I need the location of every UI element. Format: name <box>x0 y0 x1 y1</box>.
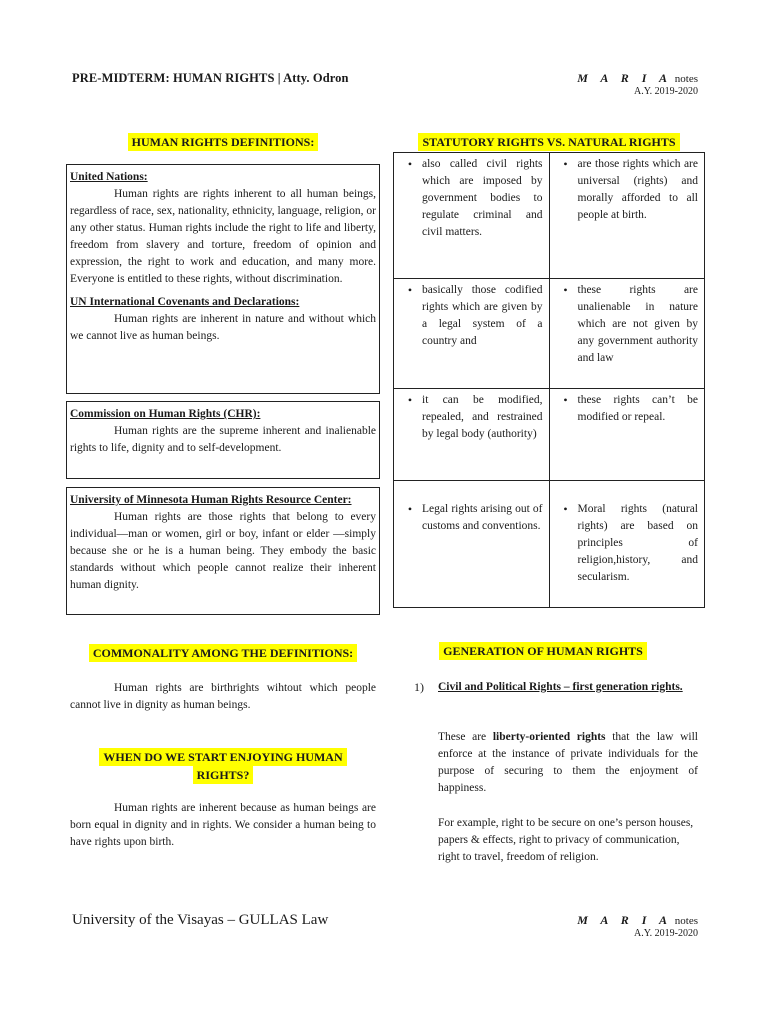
statutory-text: basically those codified rights which are given by a legal system of a country and <box>422 284 543 347</box>
when-body: Human rights are inherent because as human beings are born equal in dignity and in rights. We consider a human being to have rights upon birth. <box>70 802 376 848</box>
covenants-body: Human rights are inherent in nature and without which we cannot live as human beings. <box>70 313 376 342</box>
comparison-heading-wrap <box>393 135 705 150</box>
commonality-body: Human rights are birthrights wihtout which people cannot live in dignity as human beings. <box>70 682 376 711</box>
generation-paragraph-1 <box>438 729 698 797</box>
generation-heading: GENERATION OF HUMAN RIGHTS <box>439 642 647 660</box>
academic-year: A.Y. 2019-2020 <box>634 86 698 97</box>
comparison-heading: STATUTORY RIGHTS VS. NATURAL RIGHTS <box>418 133 679 151</box>
when-heading-wrap <box>66 748 380 784</box>
definitions-heading-wrap <box>68 135 378 150</box>
commonality-heading-wrap <box>66 646 380 661</box>
brand-name: M A R I A <box>577 71 673 85</box>
natural-cell <box>549 153 705 279</box>
bullet-icon: • <box>563 502 568 516</box>
generation-heading-wrap <box>393 644 693 659</box>
un-definition-box <box>66 164 380 394</box>
table-row <box>394 481 705 608</box>
commonality-heading: COMMONALITY AMONG THE DEFINITIONS: <box>89 644 357 662</box>
chr-body: Human rights are the supreme inherent and inalienable rights to life, dignity and to self-development. <box>70 425 376 454</box>
brand-block-top <box>577 71 698 97</box>
when-heading-line1: WHEN DO WE START ENJOYING HUMAN <box>99 748 346 766</box>
brand-block-bottom <box>577 913 698 939</box>
natural-text: these rights are unalienable in nature which are not given by any government authority and law <box>577 284 698 364</box>
statutory-text: Legal rights arising out of customs and conventions. <box>422 503 543 532</box>
generation-p1-post: that the law will enforce at the instance of private individuals for the purpose of securing to them the enjoyment of happiness. <box>438 731 698 794</box>
un-body: Human rights are rights inherent to all human beings, regardless of race, sex, nationality, ethnicity, language, religion, or any other status. Human rights include the right to life and liberty, freedom from slavery and torture, freedom of opinion and expression, the right to work and education, and many more. Everyone is entitled to these rights, without discrimination. <box>70 188 376 285</box>
academic-year: A.Y. 2019-2020 <box>634 928 698 939</box>
bullet-icon: • <box>563 393 568 407</box>
definitions-heading: HUMAN RIGHTS DEFINITIONS: <box>128 133 319 151</box>
natural-cell <box>549 389 705 481</box>
bullet-icon: • <box>407 283 413 297</box>
generation-p1-bold: liberty-oriented rights <box>492 731 606 743</box>
bullet-icon: • <box>407 157 413 171</box>
natural-cell <box>549 279 705 389</box>
chr-definition-box <box>66 401 380 479</box>
bullet-icon: • <box>407 393 413 407</box>
brand-suffix: notes <box>674 73 698 85</box>
un-title: United Nations: <box>70 171 148 183</box>
umn-title: University of Minnesota Human Rights Resource Center: <box>70 494 352 506</box>
statutory-cell <box>394 153 550 279</box>
when-heading-line2: RIGHTS? <box>193 766 254 784</box>
comparison-table <box>393 152 705 608</box>
generation-paragraph-2: For example, right to be secure on one’s person houses, papers & effects, right to privacy of communication, right to travel, freedom of religion. <box>438 817 694 863</box>
umn-definition-box <box>66 487 380 615</box>
chr-title: Commission on Human Rights (CHR): <box>70 408 261 420</box>
statutory-cell <box>394 389 550 481</box>
generation-item-title: Civil and Political Rights – first generation rights. <box>438 681 683 693</box>
statutory-text: it can be modified, repealed, and restrained by legal body (authority) <box>422 394 543 440</box>
brand-suffix: notes <box>674 915 698 927</box>
generation-p1-pre: These are <box>438 731 493 743</box>
bullet-icon: • <box>407 502 413 516</box>
bullet-icon: • <box>563 157 568 171</box>
generation-item-number: 1) <box>414 680 424 694</box>
statutory-text: also called civil rights which are imposed by government bodies to regulate criminal and civil matters. <box>422 158 543 238</box>
table-row <box>394 389 705 481</box>
natural-cell <box>549 481 705 608</box>
table-row <box>394 279 705 389</box>
bullet-icon: • <box>563 283 568 297</box>
table-row <box>394 153 705 279</box>
covenants-title: UN International Covenants and Declarations: <box>70 296 300 308</box>
footer-school: University of the Visayas – GULLAS Law <box>72 912 329 928</box>
brand-name: M A R I A <box>577 913 673 927</box>
natural-text: are those rights which are universal (rights) and morally afforded to all people at birth. <box>577 158 698 221</box>
natural-text: Moral rights (natural rights) are based on principles of religion,history, and secularism. <box>577 503 698 583</box>
statutory-cell <box>394 481 550 608</box>
umn-body: Human rights are those rights that belong to every individual—man or women, girl or boy, infant or elder —simply because she or he is a human being. They embody the basic standards without which people cannot realize their inherent human dignity. <box>70 511 376 591</box>
statutory-cell <box>394 279 550 389</box>
natural-text: these rights can’t be modified or repeal. <box>577 394 698 423</box>
document-title: PRE-MIDTERM: HUMAN RIGHTS | Atty. Odron <box>72 71 349 85</box>
